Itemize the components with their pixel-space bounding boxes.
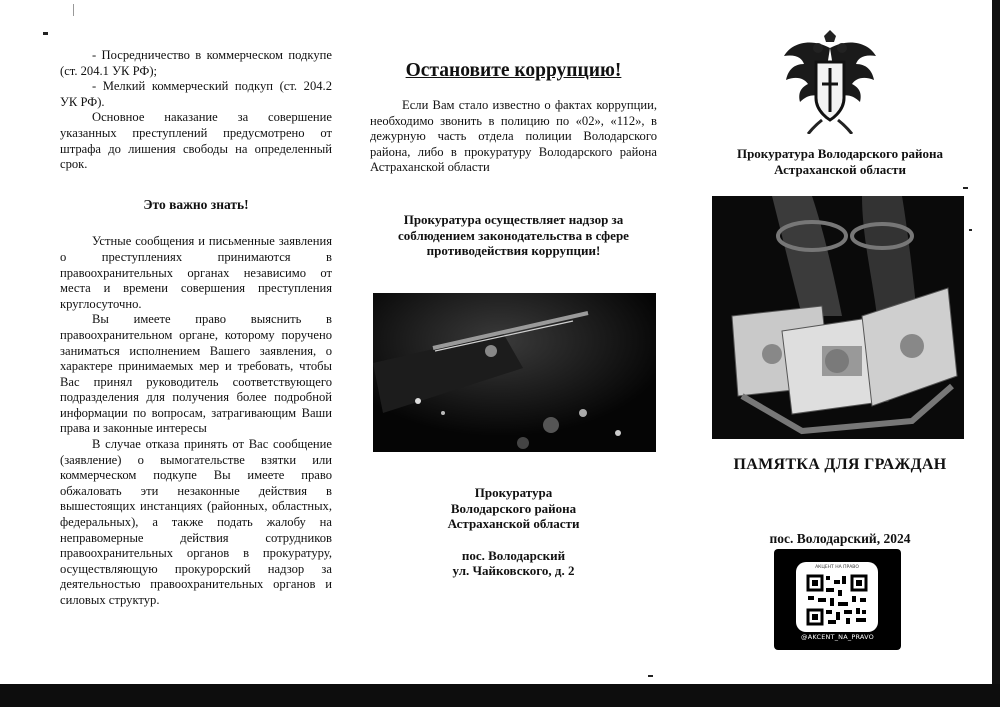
pen-icon bbox=[373, 293, 656, 452]
supervision-text: Прокуратура осуществляет надзор за соблюдением законодательства в сфере противодействия коррупции! bbox=[398, 212, 629, 259]
paragraph-refusal: В случае отказа принять от Вас сообщение (заявление) о вымогательстве взятки или коммерческом подкупе Вы имеете право обжаловать эти незаконные действия в вышестоящих инстанциях (районных, областных, федеральных), а также подать жалобу на неправомерные действия сотрудников правоохранительных органов в прокуратуру, осуществляющую прокурорский надзор за деятельностью правоохранительных органов и силовых структур. bbox=[60, 437, 332, 607]
scan-edge-bottom bbox=[0, 684, 1000, 707]
scan-speck bbox=[969, 229, 972, 231]
prosecutor-emblem-icon bbox=[782, 28, 878, 134]
org-line: Прокуратура Володарского района bbox=[736, 146, 944, 161]
brochure-title: ПАМЯТКА ДЛЯ ГРАЖДАН bbox=[733, 456, 947, 473]
location-line: пос. Володарский bbox=[461, 547, 566, 563]
punishment-text: Основное наказание за совершение указанных преступлений предусмотрено от штрафа до лишения свободы на определенный срок. bbox=[60, 110, 332, 172]
address-line: Астраханской области bbox=[447, 516, 580, 532]
page-title: Остановите коррупцию! bbox=[405, 60, 622, 81]
qr-code-card[interactable] bbox=[774, 549, 901, 650]
place-year: пос. Володарский, 2024 bbox=[769, 531, 911, 546]
address-block bbox=[370, 485, 657, 579]
list-item: - Посредничество в коммерческом подкупе (ст. 204.1 УК РФ); bbox=[60, 48, 332, 78]
qr-top-text: АКЦЕНТ НА ПРАВО bbox=[815, 565, 859, 570]
paragraph-reports: Устные сообщения и письменные заявления о преступлениях принимаются в правоохранительных органах независимо от места и времени совершения преступления круглосуточно. bbox=[60, 234, 332, 311]
address-line: Прокуратура bbox=[474, 485, 553, 500]
call-text: Если Вам стало известно о фактах коррупции, необходимо звонить в полицию по «02», «112», в дежурную часть отдела полиции Володарского района, либо в прокуратуру Володарского района Астраханской области bbox=[370, 98, 657, 175]
money-icon bbox=[712, 196, 964, 439]
org-line: Астраханской области bbox=[774, 162, 906, 177]
pen-on-document-photo bbox=[373, 293, 656, 452]
scan-speck bbox=[648, 675, 653, 677]
handcuffed-hands-money-photo bbox=[712, 196, 964, 439]
qr-code-icon bbox=[796, 562, 878, 632]
left-column bbox=[60, 48, 332, 609]
qr-handle: @AKCENT_NA_PRAVO bbox=[801, 633, 874, 641]
paragraph-rights: Вы имеете право выяснить в правоохранительном органе, которому поручено заниматься исполнением Вашего заявления, о характере принимаемых мер и требовать, чтобы Вас принял руководитель соответствующего подразделения для получения более подробной информации по вопросам, затрагивающим Ваши права и законные интересы bbox=[60, 312, 332, 436]
scan-speck bbox=[963, 187, 968, 189]
address-line: Володарского района bbox=[450, 500, 577, 516]
location-line: ул. Чайковского, д. 2 bbox=[452, 563, 575, 579]
list-item: - Мелкий коммерческий подкуп (ст. 204.2 УК РФ). bbox=[60, 79, 332, 109]
scan-edge-right bbox=[992, 0, 1000, 707]
scan-speck bbox=[73, 4, 74, 16]
important-heading: Это важно знать! bbox=[143, 196, 249, 212]
scan-speck bbox=[43, 32, 48, 35]
